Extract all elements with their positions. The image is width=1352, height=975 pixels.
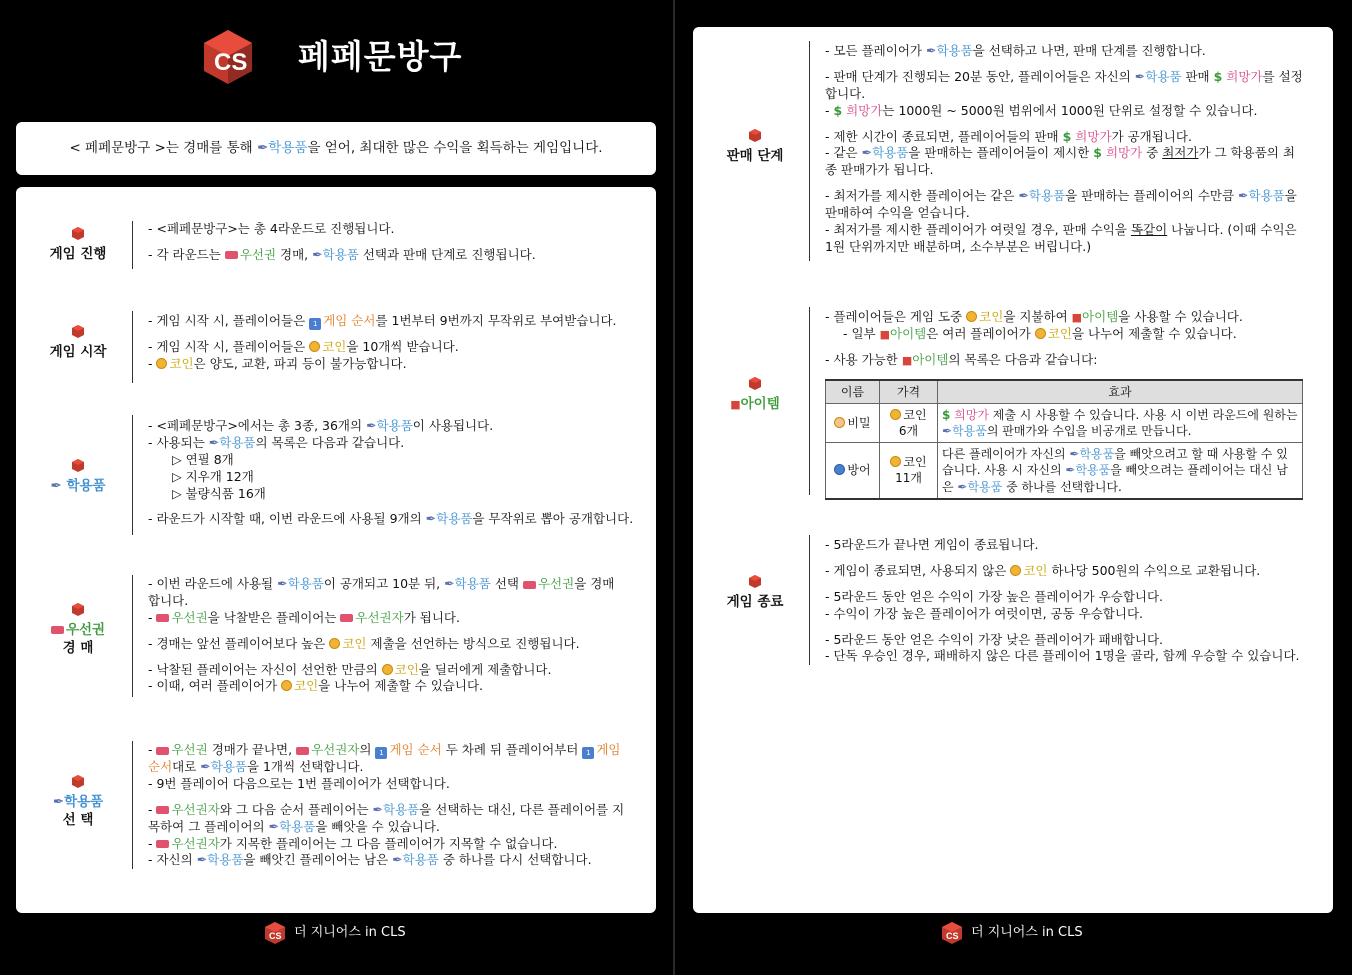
- ticket-icon: [156, 806, 169, 814]
- pen-icon: ✒: [52, 794, 65, 810]
- cls-logo-icon: [264, 921, 286, 945]
- page-divider: [673, 0, 675, 975]
- cube-icon: [72, 325, 84, 338]
- gift-icon: ■: [1071, 311, 1083, 324]
- section-label: 판매 단계: [705, 129, 805, 165]
- svg-text:CS: CS: [946, 931, 959, 941]
- section-label: 우선권 경 매: [28, 603, 128, 657]
- coin-icon: [281, 680, 292, 691]
- ticket-icon: [156, 840, 169, 848]
- gift-icon: ■: [730, 398, 741, 411]
- pen-icon: ✒: [366, 418, 377, 433]
- coin-icon: [156, 358, 167, 369]
- pen-icon: ✒: [425, 511, 437, 527]
- svg-text:CS: CS: [214, 49, 248, 76]
- pen-icon: ✒: [372, 801, 383, 817]
- shield-icon: [834, 464, 845, 475]
- table-header: 효과: [938, 380, 1303, 404]
- intro-card: [16, 122, 656, 175]
- pen-icon: ✒: [861, 145, 873, 161]
- footer-right: CS 더 지니어스 in CLS: [941, 921, 1083, 945]
- pen-icon: ✒: [392, 852, 403, 868]
- cls-logo-icon: [941, 921, 963, 945]
- ticket-icon: [340, 614, 353, 622]
- dollar-icon: $: [942, 407, 951, 422]
- ticket-icon: [225, 251, 238, 259]
- pen-icon: ✒: [1238, 188, 1249, 204]
- pen-icon: ✒: [444, 576, 455, 591]
- section-body: - 플레이어들은 게임 도중 코인을 지불하여 ■아이템을 사용할 수 있습니다. - 일부 ■아이템은 여러 플레이어가 코인을 나누어 제출할 수 있습니다. - 사용 가능한 ■아이템의 목록은 다음과 같습니다: 이름 가격 효과 비밀 코인 6개 $ 희망가 제출 시 사용할 수 있습니다. 사용 시 이번 라운드에 원하는 ✒학용품의 판매가와 수입을 비공개로 만듭니다. 방어 코인 11개 다른 플레이어가 자신의 ✒학용품을 빼앗으려고 할 때 사용할 수 있습니다. 사용 시 자신의 ✒학용품을 빼앗으려는 플레이어는 대신 남은 ✒학용품 중 하나를 선택합니다.: [825, 309, 1305, 500]
- section-label: ✒학용품 선 택: [28, 775, 128, 829]
- section-body: - <페페문방구>는 총 4라운드로 진행됩니다. - 각 라운드는 우선권 경매, ✒학용품 선택과 판매 단계로 진행됩니다.: [148, 221, 536, 262]
- section-body: - <페페문방구>에서는 총 3종, 36개의 ✒학용품이 사용됩니다. - 사용되는 ✒학용품의 목록은 다음과 같습니다. ▷ 연필 8개 ▷ 지우개 12개 ▷ 불량식품 16개 - 라운드가 시작할 때, 이번 라운드에 사용될 9개의 ✒학용품을 무작위로 뽑아 공개합니다.: [148, 418, 634, 527]
- cube-icon: [72, 775, 84, 788]
- section-body: - 이번 라운드에 사용될 ✒학용품이 공개되고 10분 뒤, ✒학용품 선택 우선권을 경매합니다. - 우선권을 낙찰받은 플레이어는 우선권자가 됩니다. - 경매는 앞선 플레이어보다 높은 코인 제출을 선언하는 방식으로 진행됩니다. - 낙찰된 플레이어는 자신이 선언한 만큼의 코인을 딜러에게 제출합니다. - 이때, 여러 플레이어가 코인을 나누어 제출할 수 있습니다.: [148, 576, 615, 694]
- svg-text:CS: CS: [269, 931, 282, 941]
- number-icon: 1: [309, 318, 321, 330]
- left-rules-card: [16, 187, 656, 913]
- pen-icon: ✒: [942, 424, 953, 438]
- pen-icon: ✒: [957, 479, 968, 494]
- coin-icon: [309, 341, 320, 352]
- pen-icon: ✒: [925, 43, 937, 58]
- ticket-icon: [51, 626, 64, 634]
- section-body: - 우선권 경매가 끝나면, 우선권자의 1 게임 순서 두 차례 뒤 플레이어부터 1 게임 순서대로 ✒학용품을 1개씩 선택합니다. - 9번 플레이어 다음으로는 1번 플레이어가 선택합니다. - 우선권자와 그 다음 순서 플레이어는 ✒학용품을 선택하는 대신, 다른 플레이어를 지목하여 그 플레이어의 ✒학용품을 빼앗을 수 있습니다. - 우선권자가 지목한 플레이어는 그 다음 플레이어가 지목할 수 없습니다. - 자신의 ✒학용품을 빼앗긴 플레이어는 남은 ✒학용품 중 하나를 다시 선택합니다.: [148, 742, 625, 868]
- gift-icon: ■: [879, 327, 891, 341]
- pen-icon: ✒: [277, 576, 288, 591]
- cube-icon: [749, 575, 761, 588]
- pen-icon: ✒: [256, 140, 269, 157]
- cube-icon: [749, 377, 761, 390]
- cls-logo-icon: [200, 24, 256, 90]
- dollar-icon: $: [1093, 145, 1102, 161]
- section-label: ■아이템: [705, 377, 805, 413]
- coin-icon: [966, 311, 977, 322]
- coin-icon: [382, 664, 393, 675]
- coin-icon: [1035, 328, 1046, 339]
- number-icon: 1: [375, 747, 387, 759]
- gift-icon: ■: [901, 353, 913, 367]
- dollar-icon: $: [1062, 128, 1072, 144]
- ticket-icon: [156, 747, 169, 755]
- pen-icon: ✒: [312, 246, 323, 262]
- pen-icon: ✒: [1134, 68, 1146, 84]
- coin-icon: [329, 638, 340, 649]
- pen-icon: ✒: [268, 818, 280, 834]
- dollar-icon: $: [1213, 68, 1223, 84]
- section-label: 게임 종료: [705, 575, 805, 611]
- header: [200, 24, 462, 90]
- pen-icon: ✒: [200, 759, 211, 774]
- page-title: 페페문방구: [298, 36, 463, 76]
- items-table: [825, 379, 1303, 500]
- ticket-icon: [296, 747, 309, 755]
- pen-icon: ✒: [1018, 188, 1029, 204]
- section-label: 게임 진행: [28, 227, 128, 263]
- pen-icon: ✒: [196, 852, 208, 868]
- table-header: 가격: [880, 380, 938, 404]
- cube-icon: [72, 459, 84, 472]
- number-icon: 1: [582, 747, 594, 759]
- table-row: 방어 코인 11개 다른 플레이어가 자신의 ✒학용품을 빼앗으려고 할 때 사용할 수 있습니다. 사용 시 자신의 ✒학용품을 빼앗으려는 플레이어는 대신 남은 ✒학용품 중 하나를 선택합니다.: [826, 443, 1303, 499]
- ticket-icon: [156, 614, 169, 622]
- coin-icon: [890, 409, 901, 420]
- footer-left: CS 더 지니어스 in CLS: [264, 921, 406, 945]
- section-body: - 5라운드가 끝나면 게임이 종료됩니다. - 게임이 종료되면, 사용되지 않은 코인 하나당 500원의 수익으로 교환됩니다. - 5라운드 동안 얻은 수익이 가장 높은 플레이어가 우승합니다. - 수익이 가장 높은 플레이어가 여럿이면, 공동 우승합니다. - 5라운드 동안 얻은 수익이 가장 낮은 플레이어가 패배합니다. - 단독 우승인 경우, 패배하지 않은 다른 플레이어 1명을 골라, 함께 우승할 수 있습니다.: [825, 537, 1300, 664]
- pen-icon: ✒: [50, 478, 62, 494]
- section-label: 게임 시작: [28, 325, 128, 361]
- dollar-icon: $: [833, 102, 843, 118]
- section-label: ✒ 학용품: [28, 459, 128, 495]
- coin-icon: [1010, 565, 1021, 576]
- cube-icon: [749, 129, 761, 142]
- pen-icon: ✒: [1069, 447, 1080, 462]
- table-header: 이름: [826, 380, 880, 404]
- right-rules-card: [693, 27, 1333, 913]
- intro-text: < 페페문방구 >는 경매를 통해 ✒학용품을 얻어, 최대한 많은 수익을 획득하는 게임입니다.: [69, 140, 603, 157]
- ticket-icon: [523, 581, 536, 589]
- secret-face-icon: [834, 417, 845, 428]
- cube-icon: [72, 603, 84, 616]
- section-body: - 모든 플레이어가 ✒학용품을 선택하고 나면, 판매 단계를 진행합니다. - 판매 단계가 진행되는 20분 동안, 플레이어들은 자신의 ✒학용품 판매 $ 희망가를 설정합니다. - $ 희망가는 1000원 ~ 5000원 범위에서 1000원 단위로 설정할 수 있습니다. - 제한 시간이 종료되면, 플레이어들의 판매 $ 희망가가 공개됩니다. - 같은 ✒학용품을 판매하는 플레이어들이 제시한 $ 희망가 중 최저가가 그 학용품의 최종 판매가가 됩니다. - 최저가를 제시한 플레이어는 같은 ✒학용품을 판매하는 플레이어의 수만큼 ✒학용품을 판매하여 수익을 얻습니다. - 최저가를 제시한 플레이어가 여럿일 경우, 판매 수익을 똑같이 나눕니다. (이때 수익은 1원 단위까지만 배분하며, 소수부분은 버립니다.): [825, 43, 1303, 254]
- pen-icon: ✒: [208, 434, 220, 450]
- pen-icon: ✒: [1065, 463, 1076, 478]
- coin-icon: [890, 456, 901, 467]
- cube-icon: [72, 227, 84, 240]
- section-body: - 게임 시작 시, 플레이어들은 1 게임 순서를 1번부터 9번까지 무작위로 부여받습니다. - 게임 시작 시, 플레이어들은 코인을 10개씩 받습니다. - 코인은 양도, 교환, 파괴 등이 불가능합니다.: [148, 313, 617, 371]
- table-row: 비밀 코인 6개 $ 희망가 제출 시 사용할 수 있습니다. 사용 시 이번 라운드에 원하는 ✒학용품의 판매가와 수입을 비공개로 만듭니다.: [826, 403, 1303, 442]
